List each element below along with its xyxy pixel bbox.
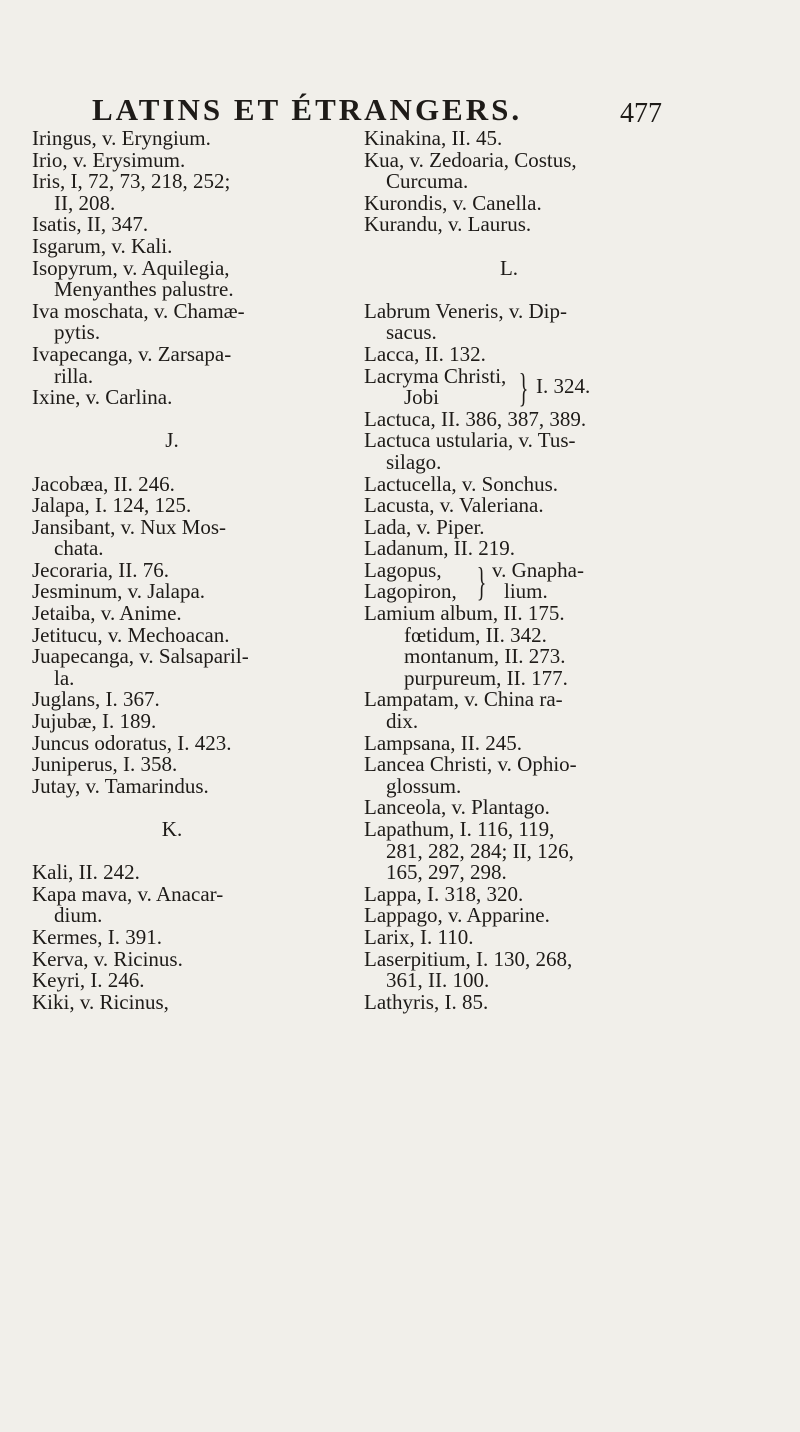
index-entry: Lapathum, I. 116, 119, (364, 817, 555, 841)
index-entry: Lacca, II. 132. (364, 341, 486, 366)
index-entry: Jalapa, I. 124, 125. (32, 493, 192, 518)
index-entry: Lathyris, I. 85. (364, 989, 489, 1014)
index-entry: Isatis, II, 347. (32, 212, 149, 237)
index-entry-continuation: 281, 282, 284; II, 126, (386, 838, 574, 863)
index-entry: Jacobæa, II. 246. (32, 471, 175, 496)
index-entry: Lanceola, v. Plantago. (364, 795, 550, 820)
index-entry-continuation: silago. (386, 449, 442, 474)
index-entry-continuation: fœtidum, II. 342. (404, 622, 547, 647)
section-letter: L. (499, 255, 519, 280)
index-entry-continuation: glossum. (386, 773, 462, 798)
index-entry: Kerva, v. Ricinus. (32, 946, 183, 971)
index-entry: Isopyrum, v. Aquilegia, (32, 255, 230, 280)
index-entry: Lactuca ustularia, v. Tus- (364, 428, 576, 453)
index-entry: Kurondis, v. Canella. (364, 190, 542, 215)
index-entry: Jujubæ, I. 189. (32, 709, 157, 734)
index-entry: Lada, v. Piper. (364, 514, 485, 539)
index-entry: Kurandu, v. Laurus. (364, 212, 532, 237)
index-entry: Jetaiba, v. Anime. (32, 601, 182, 626)
index-entry: Jansibant, v. Nux Mos- (32, 514, 227, 539)
index-column-right (364, 128, 694, 1013)
index-entry-group (364, 363, 694, 410)
index-entry: Ladanum, II. 219. (364, 536, 516, 561)
index-entry-continuation: purpureum, II. 177. (404, 665, 568, 690)
index-entry: Jecoraria, II. 76. (32, 557, 170, 582)
index-entry-term: Lagopus, (364, 557, 442, 582)
index-entry-continuation: montanum, II. 273. (404, 644, 566, 669)
index-entry: Irio, v. Erysimum. (32, 147, 186, 172)
index-entry-continuation: pytis. (54, 320, 101, 345)
index-entry-term: Lacryma Christi, (364, 363, 507, 388)
index-column-left (32, 128, 352, 1013)
spacer (364, 279, 694, 301)
index-entry-continuation: Curcuma. (386, 169, 469, 194)
index-entry: Isgarum, v. Kali. (32, 233, 173, 258)
index-entry: Jutay, v. Tamarindus. (32, 773, 209, 798)
running-title: LATINS ET ÉTRANGERS. (92, 92, 523, 127)
index-entry-continuation: sacus. (386, 320, 437, 345)
spacer (32, 452, 352, 474)
spacer (364, 236, 694, 258)
index-entry: Juglans, I. 367. (32, 687, 160, 712)
index-entry: Larix, I. 110. (364, 924, 474, 949)
index-entry: Iva moschata, v. Chamæ- (32, 298, 245, 323)
index-entry-reference: I. 324. (536, 373, 591, 398)
index-entry: Labrum Veneris, v. Dip- (364, 298, 567, 323)
index-entry: Kua, v. Zedoaria, Costus, (364, 147, 577, 172)
index-entry: Juncus odoratus, I. 423. (32, 730, 232, 755)
section-letter: J. (165, 428, 179, 453)
brace-glyph: } (476, 558, 487, 604)
index-entry-term: Lagopiron, (364, 579, 457, 604)
index-entry-continuation: 361, II. 100. (386, 968, 490, 993)
index-entry: Lampsana, II. 245. (364, 730, 523, 755)
index-entry: Ivapecanga, v. Zarsapa- (32, 341, 232, 366)
index-entry: Lancea Christi, v. Ophio- (364, 752, 577, 777)
section-letter: K. (161, 817, 183, 841)
index-entry: Ixine, v. Carlina. (32, 385, 173, 410)
index-entry: Kiki, v. Ricinus, (32, 989, 169, 1014)
index-entry-continuation: rilla. (54, 363, 94, 388)
index-entry: Jesminum, v. Jalapa. (32, 579, 206, 604)
index-entry-reference: v. Gnapha- (492, 557, 584, 582)
index-entry-continuation: 165, 297, 298. (386, 860, 507, 885)
index-entry-continuation: la. (54, 665, 75, 690)
index-entry: Juapecanga, v. Salsaparil- (32, 644, 249, 669)
index-entry-group (364, 557, 694, 604)
spacer (32, 797, 352, 819)
index-entry: Jetitucu, v. Mechoacan. (32, 622, 230, 647)
index-entry: Lactucella, v. Sonchus. (364, 471, 558, 496)
index-entry: Kinakina, II. 45. (364, 126, 503, 150)
spacer (32, 409, 352, 431)
index-entry-continuation: Menyanthes palustre. (54, 277, 234, 302)
index-entry: Juniperus, I. 358. (32, 752, 178, 777)
index-entry-term: Jobi (404, 385, 440, 410)
index-entry: Lactuca, II. 386, 387, 389. (364, 406, 587, 431)
index-entry-reference: lium. (504, 579, 548, 604)
index-entry: Lampatam, v. China ra- (364, 687, 563, 712)
index-entry: Kali, II. 242. (32, 860, 140, 885)
page-number: 477 (620, 98, 662, 129)
index-entry-continuation: chata. (54, 536, 104, 561)
brace-glyph: } (518, 364, 529, 410)
index-entry: Lappa, I. 318, 320. (364, 881, 524, 906)
index-entry: Lappago, v. Apparine. (364, 903, 550, 928)
spacer (32, 841, 352, 863)
index-entry: Lacusta, v. Valeriana. (364, 493, 544, 518)
index-entry: Kermes, I. 391. (32, 924, 163, 949)
index-entry: Lamium album, II. 175. (364, 601, 565, 626)
index-entry: Iringus, v. Eryngium. (32, 126, 211, 150)
index-entry-continuation: dix. (386, 709, 419, 734)
index-entry: Laserpitium, I. 130, 268, (364, 946, 573, 971)
index-entry: Iris, I, 72, 73, 218, 252; (32, 169, 231, 194)
index-entry: Kapa mava, v. Anacar- (32, 881, 224, 906)
index-entry: Keyri, I. 246. (32, 968, 145, 993)
index-entry-continuation: dium. (54, 903, 103, 928)
index-entry-continuation: II, 208. (54, 190, 116, 215)
